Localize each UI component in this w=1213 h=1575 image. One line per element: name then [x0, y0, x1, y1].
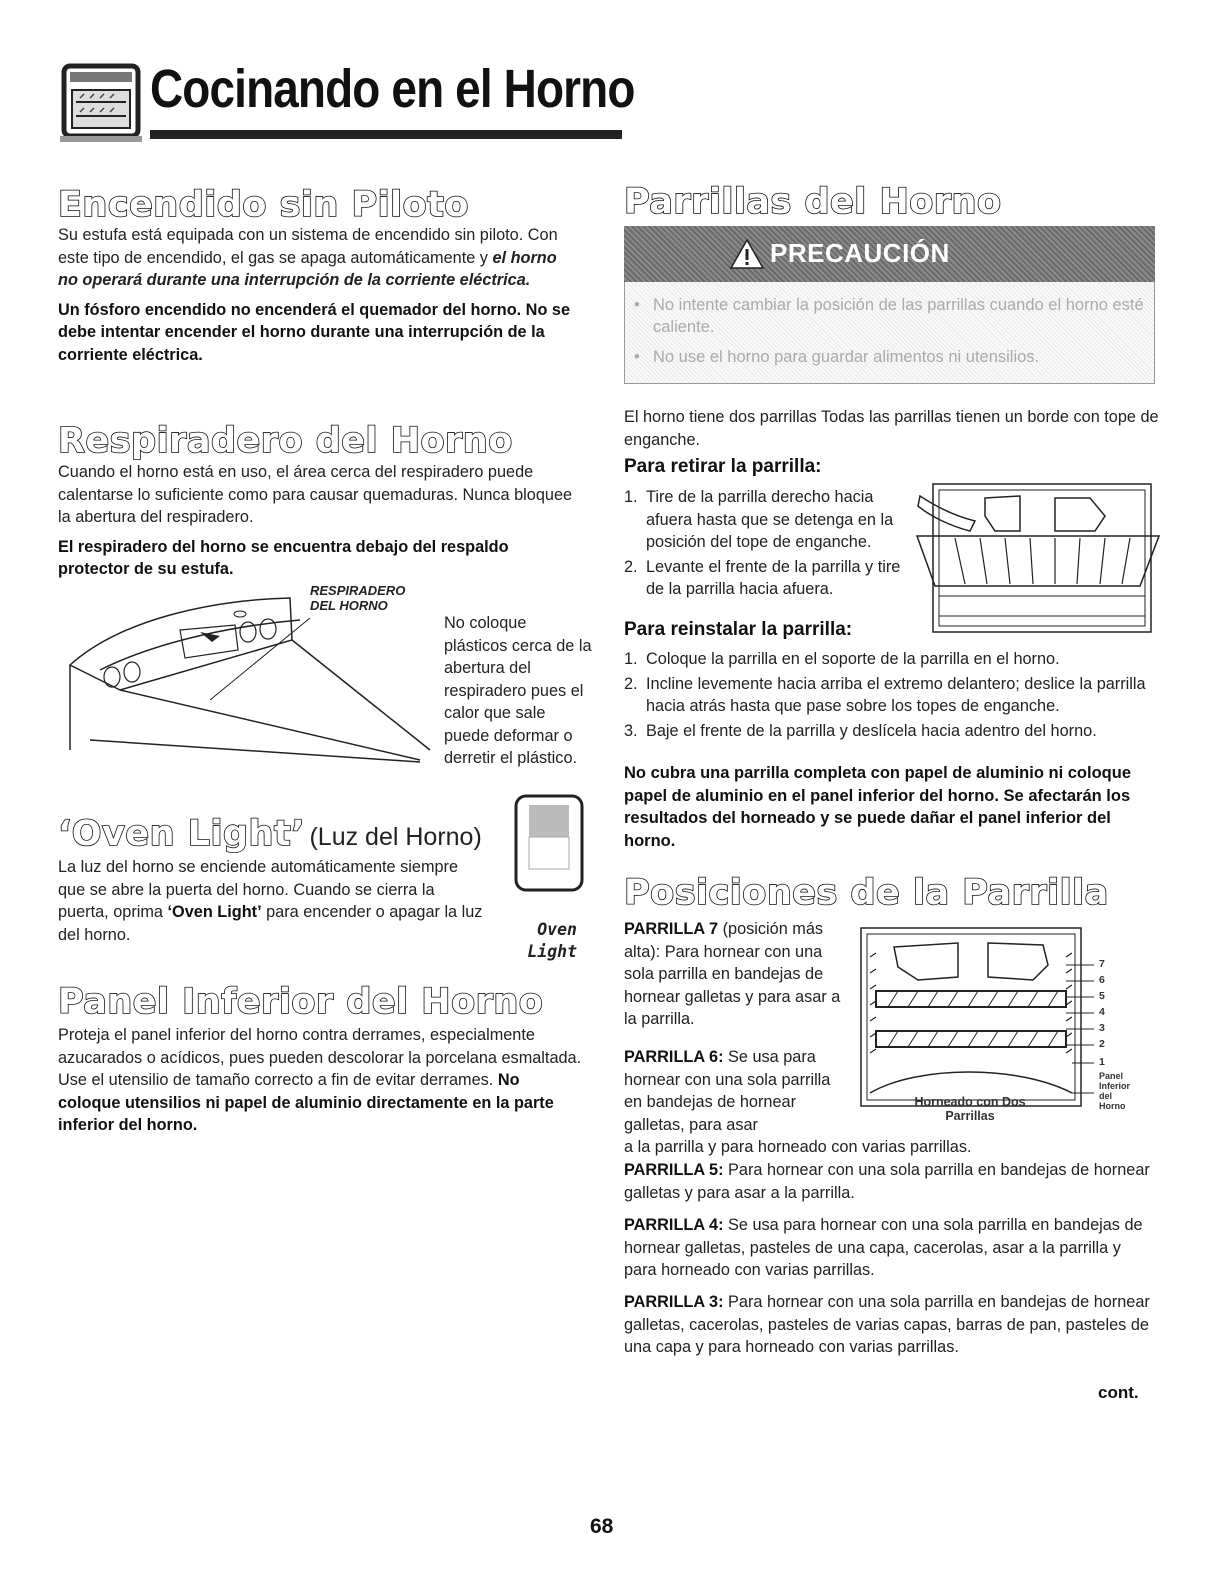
diagram-caption — [880, 1095, 1060, 1123]
section-title-encendido: Encendido sin Piloto — [58, 185, 469, 225]
rack-7-text — [624, 918, 846, 1031]
rack-5-label: PARRILLA 5: — [624, 1161, 724, 1179]
rack-4-desc: Se usa para hornear con una sola parrilla en bandejas de hornear galletas, pasteles de una capa, cacerolas, asar a la parrilla y para horneado con varias parrillas. — [624, 1216, 1143, 1279]
step-number: 2. — [624, 674, 638, 693]
panel-label-line: Inferior — [1099, 1081, 1131, 1091]
vent-label-line1: RESPIRADERO — [310, 583, 406, 598]
vent-label-line2: DEL HORNO — [310, 598, 388, 613]
respiradero-p2: El respiradero del horno se encuentra debajo del respaldo protector de su estufa. — [58, 537, 509, 578]
page-title: Cocinando en el Horno — [150, 59, 635, 119]
respiradero-text — [58, 461, 578, 581]
rack-number: 6 — [1099, 974, 1105, 986]
oven-light-button-icon — [513, 793, 585, 893]
reinstalar-steps — [624, 648, 1154, 744]
encendido-p1: Su estufa está equipada con un sistema de encendido sin piloto. Con este tipo de encendido, el gas se apaga automáticamente y — [58, 226, 558, 267]
caution-list — [628, 294, 1148, 376]
parrillas-intro: El horno tiene dos parrillas Todas las parrillas tienen un borde con tope de enganche. — [624, 408, 1159, 449]
encendido-text — [58, 224, 578, 366]
respiradero-p1: Cuando el horno está en uso, el área cerca del respiradero puede calentarse lo suficiente como para causar quemaduras. Nunca bloquee la abertura del respiradero. — [58, 463, 573, 526]
rack-5-text — [624, 1159, 1154, 1204]
panel-p1-bold: No coloque utensilios ni papel de aluminio directamente en la parte inferior del horno. — [58, 1071, 554, 1134]
rack-3-text — [624, 1291, 1154, 1359]
diagram-caption-line1: Horneado con Dos — [914, 1095, 1026, 1109]
panel-label-line: del — [1099, 1091, 1113, 1101]
retirar-steps — [624, 486, 914, 603]
caution-title: PRECAUCIÓN — [770, 238, 950, 268]
step-number: 2. — [624, 557, 638, 576]
panel-text — [58, 1024, 583, 1137]
rack-5-desc: Para hornear con una sola parrilla en bandejas de hornear galletas y para asar a la parrilla. — [624, 1161, 1150, 1202]
section-title-oven-light-wrap — [58, 814, 482, 854]
panel-p1: Proteja el panel inferior del horno contra derrames, especialmente azucarados o acídicos, pues pueden descolorar la porcelana esmaltada. Use el utensilio de tamaño correcto a fin de evitar derrames. — [58, 1026, 582, 1089]
caution-item-text: No intente cambiar la posición de las parrillas cuando el horno esté caliente. — [653, 296, 1144, 336]
oven-light-button-label — [515, 919, 577, 963]
bottom-panel-label — [1099, 1071, 1130, 1111]
encendido-p1-emphasis: el horno no operará durante una interrupción de la corriente eléctrica. — [58, 248, 557, 289]
section-title-parrillas: Parrillas del Horno — [624, 182, 1002, 222]
rack-4-text — [624, 1214, 1154, 1282]
section-title-posiciones: Posiciones de la Parrilla — [624, 873, 1109, 913]
rack-number: 4 — [1099, 1006, 1105, 1018]
step-number: 1. — [624, 488, 638, 506]
list-item — [624, 648, 1154, 671]
section-title-oven-light: ‘Oven Light’ — [58, 814, 306, 854]
rack-7-desc: (posición más alta): Para hornear con una sola parrilla en bandejas de hornear galletas y para asar a la parrilla. — [624, 920, 841, 1028]
rack-number: 5 — [1099, 990, 1105, 1002]
page-number: 68 — [590, 1515, 614, 1538]
rack-3-label: PARRILLA 3: — [624, 1293, 724, 1311]
title-underline — [150, 130, 622, 139]
rack-number: 3 — [1099, 1022, 1105, 1034]
step-text: Tire de la parrilla derecho hacia afuera hasta que se detenga en la posición del tope de enganche. — [646, 488, 894, 551]
rack-6-desc: Se usa para hornear con una sola parrilla en bandejas de hornear galletas, para asar — [624, 1048, 831, 1134]
aluminum-warning: No cubra una parrilla completa con papel de aluminio ni coloque papel de aluminio en el panel inferior del horno. Se afectarán los resultados del horneado y se puede dañar el panel inferior del horno. — [624, 764, 1132, 850]
caution-item-text: No use el horno para guardar alimentos ni utensilios. — [653, 348, 1040, 366]
step-text: Coloque la parrilla en el soporte de la parrilla en el horno. — [646, 650, 1060, 668]
oven-light-key: ‘Oven Light’ — [167, 903, 262, 921]
oven-icon — [58, 62, 144, 146]
step-text: Levante el frente de la parrilla y tire de la parrilla hacia afuera. — [646, 557, 901, 598]
list-item — [624, 673, 1154, 718]
oven-light-p1: La luz del horno se enciende automáticamente siempre que se abre la puerta del horno. Cuando se cierra la puerta, oprima — [58, 858, 459, 921]
reinstalar-title: Para reinstalar la parrilla: — [624, 619, 853, 640]
section-title-oven-light-suffix: (Luz del Horno) — [309, 823, 482, 851]
panel-label-line: Horno — [1099, 1101, 1126, 1111]
rack-3-desc: Para hornear con una sola parrilla en bandejas de hornear galletas, cacerolas, pasteles de varias capas, barras de pan, pasteles de una capa y para horneado con varias parrillas. — [624, 1293, 1150, 1356]
oven-light-p2: para encender o apagar la luz del horno. — [58, 903, 483, 944]
section-title-respiradero: Respiradero del Horno — [58, 421, 513, 461]
oven-light-label-line2: Light — [527, 942, 577, 961]
warning-icon — [730, 239, 764, 269]
rack-removal-illustration — [915, 476, 1160, 636]
rack-4-label: PARRILLA 4: — [624, 1216, 724, 1234]
oven-light-label-line1: Oven — [537, 920, 577, 939]
continued-label: cont. — [1098, 1383, 1139, 1402]
step-number: 1. — [624, 650, 638, 668]
rack-6-label: PARRILLA 6: — [624, 1048, 724, 1066]
stove-vent-illustration — [60, 580, 440, 770]
rack-6-desc-cont: a la parrilla y para horneado con varias parrillas. — [624, 1137, 972, 1156]
rack-number: 2 — [1099, 1038, 1105, 1050]
step-text: Baje el frente de la parrilla y deslícela hacia adentro del horno. — [646, 721, 1097, 740]
retirar-title: Para retirar la parrilla: — [624, 456, 822, 477]
list-item — [624, 556, 914, 601]
rack-7-label: PARRILLA 7 — [624, 920, 719, 938]
caution-item: • No use el horno para guardar alimentos ni utensilios. — [634, 348, 1040, 366]
step-number: 3. — [624, 721, 638, 740]
caution-item: • No intente cambiar la posición de las parrillas cuando el horno esté caliente. — [634, 296, 1144, 336]
list-item — [624, 720, 1154, 743]
panel-label-line: Panel — [1099, 1071, 1124, 1081]
oven-light-text — [58, 856, 488, 946]
encendido-p2: Un fósforo encendido no encenderá el quemador del horno. No se debe intentar encender el horno durante una interrupción de la corriente eléctrica. — [58, 300, 571, 364]
diagram-caption-line2: Parrillas — [945, 1109, 995, 1123]
rack-number: 1 — [1099, 1056, 1105, 1068]
rack-number: 7 — [1099, 958, 1105, 970]
vent-side-note: No coloque plásticos cerca de la abertura del respiradero pues el calor que sale puede deformar o derretir el plástico. — [444, 614, 592, 767]
step-text: Incline levemente hacia arriba el extremo delantero; deslice la parrilla hacia atrás hasta que pase sobre los topes de enganche. — [646, 674, 1146, 715]
list-item — [624, 486, 914, 554]
section-title-panel: Panel Inferior del Horno — [58, 982, 544, 1022]
